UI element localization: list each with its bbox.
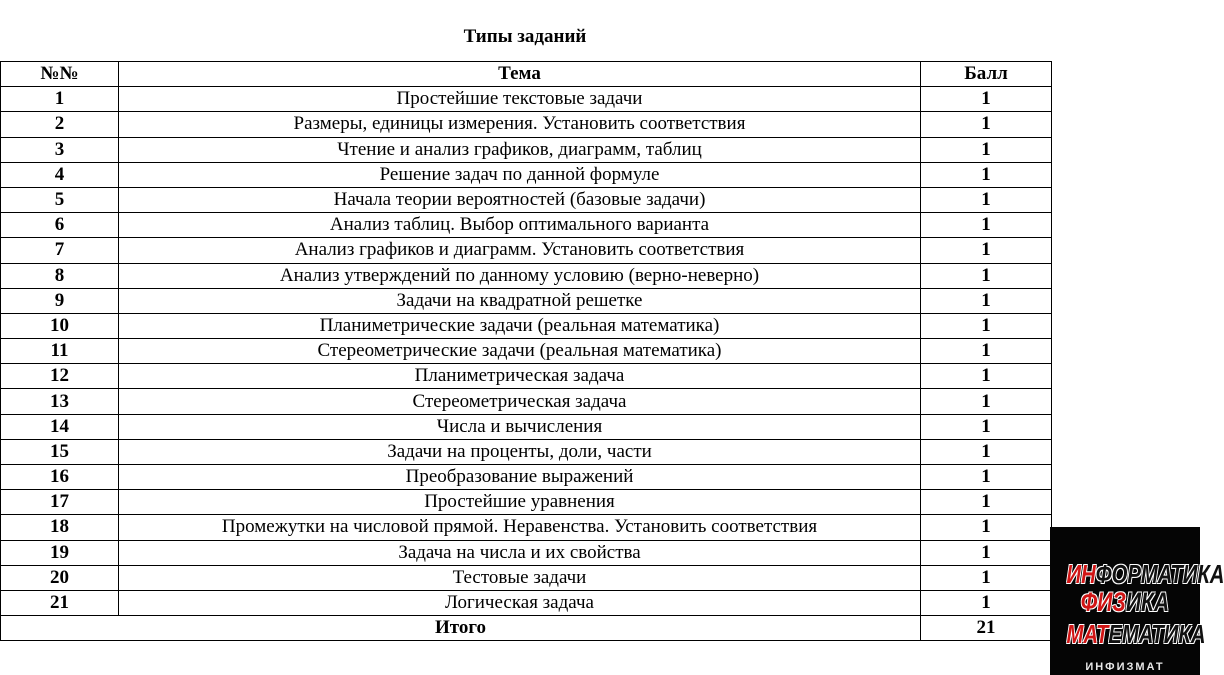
row-number: 8 <box>1 263 119 288</box>
row-number: 11 <box>1 339 119 364</box>
table-row <box>1 339 1052 364</box>
row-number: 12 <box>1 364 119 389</box>
table-row <box>1 515 1052 540</box>
row-topic: Тестовые задачи <box>119 565 921 590</box>
row-points: 1 <box>921 313 1052 338</box>
row-topic: Простейшие текстовые задачи <box>119 87 921 112</box>
table-row <box>1 364 1052 389</box>
table-row <box>1 288 1052 313</box>
row-number: 13 <box>1 389 119 414</box>
row-number: 10 <box>1 313 119 338</box>
row-number: 7 <box>1 238 119 263</box>
table-row <box>1 87 1052 112</box>
row-points: 1 <box>921 288 1052 313</box>
row-points: 1 <box>921 112 1052 137</box>
row-topic: Простейшие уравнения <box>119 490 921 515</box>
row-topic: Логическая задача <box>119 590 921 615</box>
row-number: 14 <box>1 414 119 439</box>
row-number: 2 <box>1 112 119 137</box>
row-points: 1 <box>921 590 1052 615</box>
logo-line-informatika: ИНФОРМАТИКА <box>1066 559 1224 589</box>
table-row <box>1 263 1052 288</box>
row-points: 1 <box>921 238 1052 263</box>
infizmat-logo <box>1050 527 1224 675</box>
row-number: 19 <box>1 540 119 565</box>
row-points: 1 <box>921 439 1052 464</box>
page-title: Типы заданий <box>463 26 587 47</box>
row-points: 1 <box>921 364 1052 389</box>
row-topic: Анализ утверждений по данному условию (верно-неверно) <box>119 263 921 288</box>
row-topic: Задачи на проценты, доли, части <box>119 439 921 464</box>
table-row <box>1 187 1052 212</box>
table-header-row <box>1 62 1052 87</box>
row-topic: Задача на числа и их свойства <box>119 540 921 565</box>
row-topic: Стереометрическая задача <box>119 389 921 414</box>
header-points: Балл <box>921 62 1052 87</box>
row-points: 1 <box>921 465 1052 490</box>
row-points: 1 <box>921 490 1052 515</box>
header-topic: Тема <box>119 62 921 87</box>
row-number: 16 <box>1 465 119 490</box>
table-row <box>1 137 1052 162</box>
row-number: 21 <box>1 590 119 615</box>
logo-wordmark: ИНФИЗМАТ <box>1085 661 1165 673</box>
row-points: 1 <box>921 187 1052 212</box>
row-topic: Анализ графиков и диаграмм. Установить соответствия <box>119 238 921 263</box>
table-row <box>1 565 1052 590</box>
row-points: 1 <box>921 414 1052 439</box>
row-points: 1 <box>921 540 1052 565</box>
row-number: 3 <box>1 137 119 162</box>
table-row <box>1 238 1052 263</box>
total-value: 21 <box>921 616 1052 641</box>
row-number: 5 <box>1 187 119 212</box>
row-points: 1 <box>921 87 1052 112</box>
row-topic: Преобразование выражений <box>119 465 921 490</box>
total-row <box>1 616 1052 641</box>
row-topic: Планиметрические задачи (реальная математика) <box>119 313 921 338</box>
row-number: 18 <box>1 515 119 540</box>
table-row <box>1 389 1052 414</box>
row-points: 1 <box>921 515 1052 540</box>
row-points: 1 <box>921 339 1052 364</box>
table-row <box>1 490 1052 515</box>
row-number: 4 <box>1 162 119 187</box>
total-label: Итого <box>1 616 921 641</box>
row-number: 17 <box>1 490 119 515</box>
row-points: 1 <box>921 565 1052 590</box>
row-number: 1 <box>1 87 119 112</box>
row-topic: Стереометрические задачи (реальная математика) <box>119 339 921 364</box>
table-row <box>1 162 1052 187</box>
table-row <box>1 414 1052 439</box>
table-row <box>1 313 1052 338</box>
table-row <box>1 439 1052 464</box>
row-topic: Чтение и анализ графиков, диаграмм, таблиц <box>119 137 921 162</box>
header-number: №№ <box>1 62 119 87</box>
row-points: 1 <box>921 137 1052 162</box>
table-row <box>1 590 1052 615</box>
row-points: 1 <box>921 389 1052 414</box>
row-topic: Числа и вычисления <box>119 414 921 439</box>
row-topic: Решение задач по данной формуле <box>119 162 921 187</box>
row-number: 15 <box>1 439 119 464</box>
task-types-table <box>0 61 1052 641</box>
logo-line-fizika: ФИЗИКА <box>1080 587 1170 617</box>
row-points: 1 <box>921 263 1052 288</box>
table-row <box>1 465 1052 490</box>
table-row <box>1 540 1052 565</box>
row-topic: Анализ таблиц. Выбор оптимального варианта <box>119 213 921 238</box>
row-number: 20 <box>1 565 119 590</box>
row-points: 1 <box>921 162 1052 187</box>
row-points: 1 <box>921 213 1052 238</box>
logo-line-matematika: МАТЕМАТИКА <box>1066 619 1206 649</box>
row-number: 9 <box>1 288 119 313</box>
row-number: 6 <box>1 213 119 238</box>
table-row <box>1 213 1052 238</box>
table-row <box>1 112 1052 137</box>
row-topic: Размеры, единицы измерения. Установить соответствия <box>119 112 921 137</box>
row-topic: Промежутки на числовой прямой. Неравенства. Установить соответствия <box>119 515 921 540</box>
row-topic: Планиметрическая задача <box>119 364 921 389</box>
row-topic: Задачи на квадратной решетке <box>119 288 921 313</box>
row-topic: Начала теории вероятностей (базовые задачи) <box>119 187 921 212</box>
